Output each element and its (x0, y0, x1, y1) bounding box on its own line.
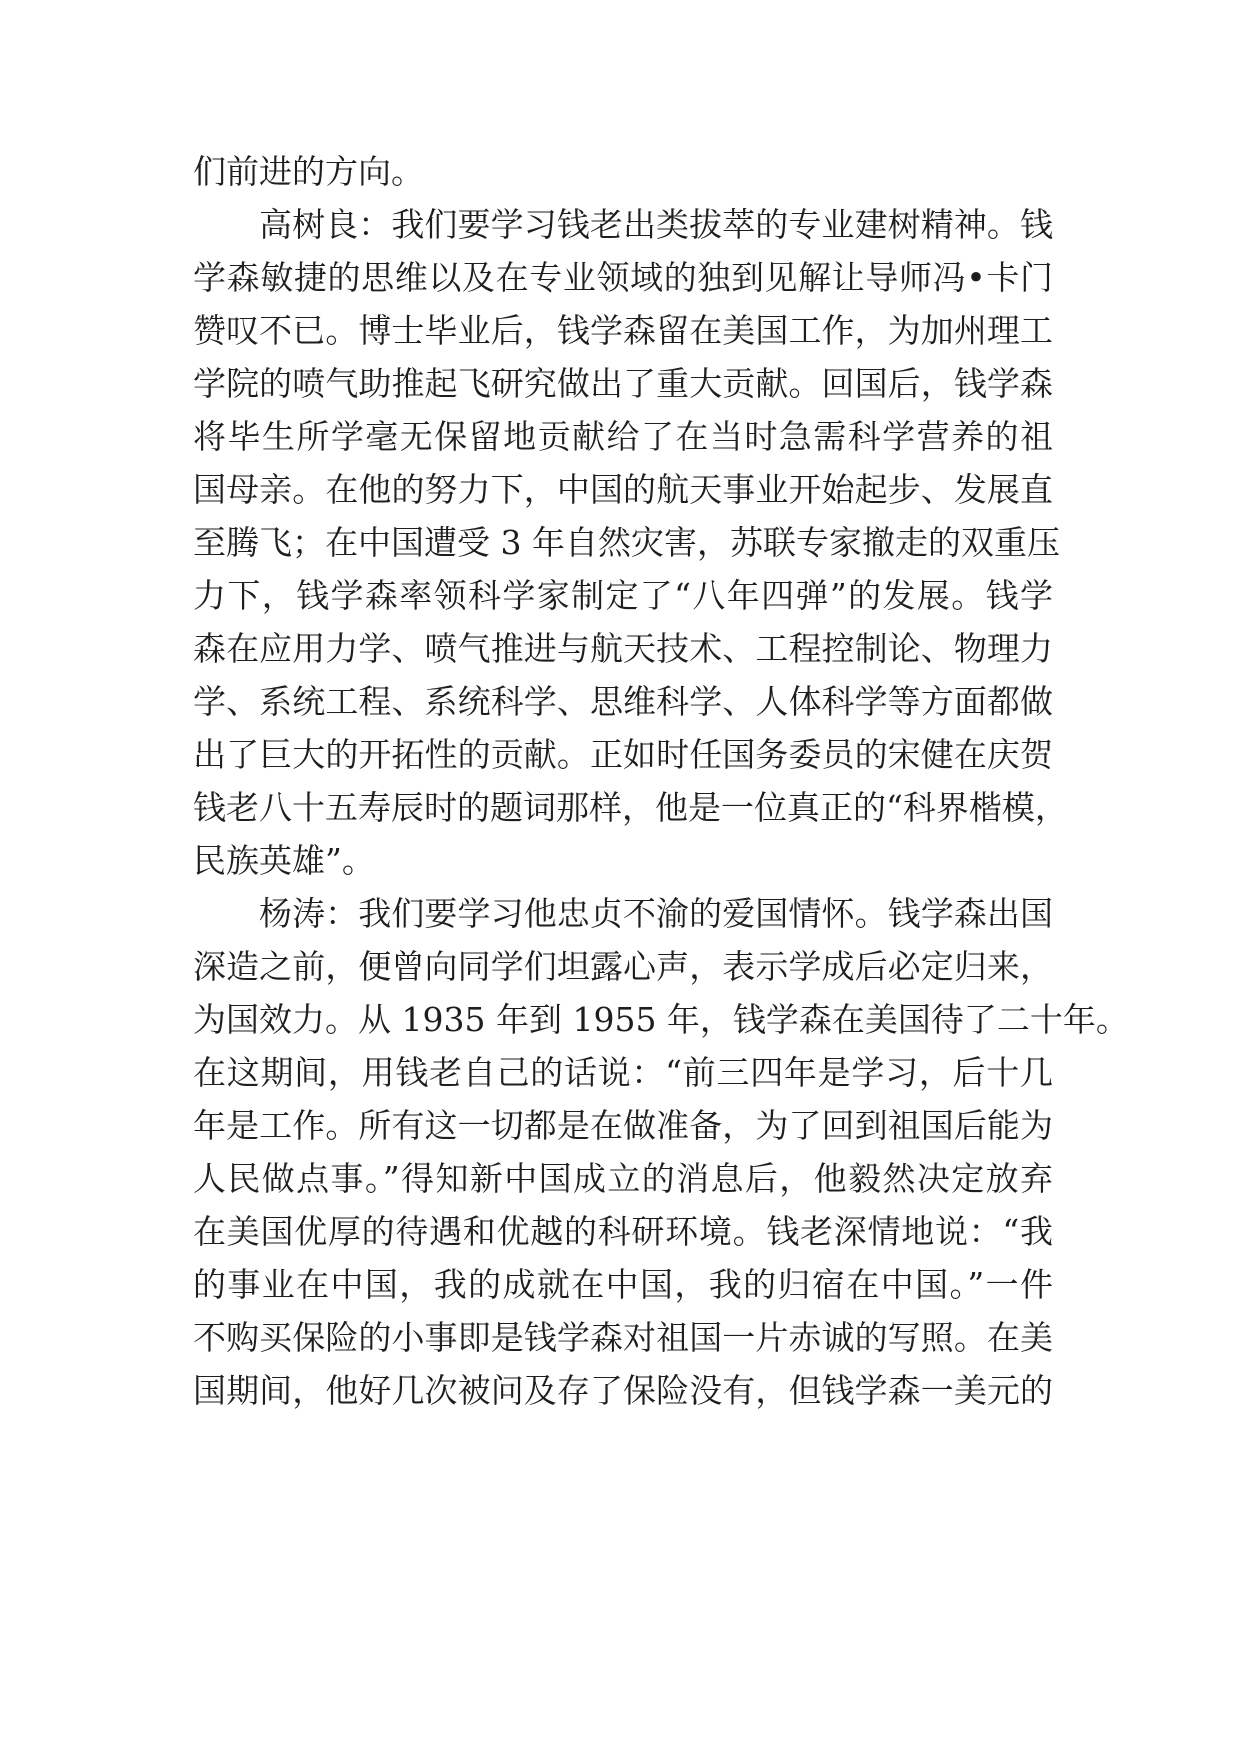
text-line: 力下，钱学森率领科学家制定了“八年四弹”的发展。钱学 (193, 576, 1053, 615)
text-line: 人民做点事。”得知新中国成立的消息后，他毅然决定放弃 (193, 1159, 1053, 1198)
text-line: 至腾飞；在中国遭受 3 年自然灾害，苏联专家撤走的双重压 (193, 523, 1060, 562)
text-line: 为国效力。从 1935 年到 1955 年，钱学森在美国待了二十年。 (193, 1000, 1129, 1039)
text-line: 在美国优厚的待遇和优越的科研环境。钱老深情地说：“我 (193, 1212, 1053, 1251)
text-line: 学院的喷气助推起飞研究做出了重大贡献。回国后，钱学森 (193, 364, 1053, 403)
text-line: 在这期间，用钱老自己的话说：“前三四年是学习，后十几 (193, 1053, 1053, 1092)
text-line: 赞叹不已。博士毕业后，钱学森留在美国工作，为加州理工 (193, 311, 1053, 350)
text-line: 钱老八十五寿辰时的题词那样，他是一位真正的“科界楷模， (193, 788, 1068, 827)
text-line: 民族英雄”。 (193, 841, 375, 880)
text-line: 们前进的方向。 (193, 152, 424, 191)
text-line: 国母亲。在他的努力下，中国的航天事业开始起步、发展直 (193, 470, 1053, 509)
text-line: 森在应用力学、喷气推进与航天技术、工程控制论、物理力 (193, 629, 1053, 668)
text-line: 不购买保险的小事即是钱学森对祖国一片赤诚的写照。在美 (193, 1318, 1053, 1357)
paragraph-start: 杨涛：我们要学习他忠贞不渝的爱国情怀。钱学森出国 (259, 894, 1053, 933)
text-line: 年是工作。所有这一切都是在做准备，为了回到祖国后能为 (193, 1106, 1053, 1145)
text-line: 学森敏捷的思维以及在专业领域的独到见解让导师冯•卡门 (193, 258, 1053, 297)
text-line: 深造之前，便曾向同学们坦露心声，表示学成后必定归来， (193, 947, 1053, 986)
text-line: 将毕生所学毫无保留地贡献给了在当时急需科学营养的祖 (193, 417, 1053, 456)
text-line: 出了巨大的开拓性的贡献。正如时任国务委员的宋健在庆贺 (193, 735, 1053, 774)
text-line: 国期间，他好几次被问及存了保险没有，但钱学森一美元的 (193, 1371, 1053, 1410)
text-line: 的事业在中国，我的成就在中国，我的归宿在中国。”一件 (193, 1265, 1053, 1304)
paragraph-start: 高树良：我们要学习钱老出类拔萃的专业建树精神。钱 (259, 205, 1053, 244)
text-line: 学、系统工程、系统科学、思维科学、人体科学等方面都做 (193, 682, 1053, 721)
